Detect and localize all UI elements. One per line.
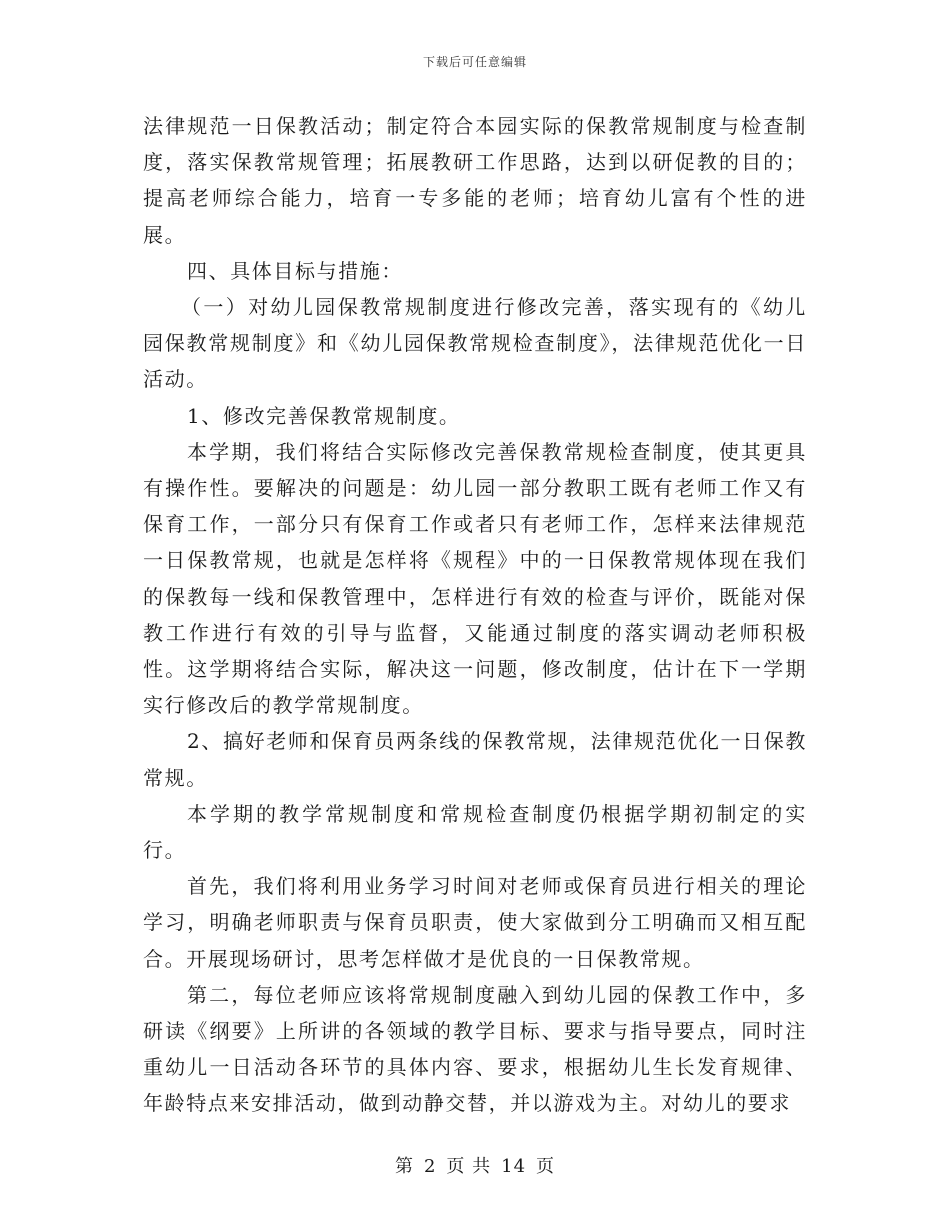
section-heading: 四、具体目标与措施： bbox=[187, 258, 403, 283]
paragraph-continued: 法律规范一日保教活动；制定符合本园实际的保教常规制度与检查制度，落实保教常规管理；拓展教研工作思路，达到以研促教的目的；提高老师综合能力，培育一专多能的老师；培育幼儿富有个性的进展。 bbox=[143, 114, 807, 247]
document-body bbox=[143, 108, 807, 1122]
paragraph: 第二，每位老师应该将常规制度融入到幼儿园的保教工作中，多研读《纲要》上所讲的各领域的教学目标、要求与指导要点，同时注重幼儿一日活动各环节的具体内容、要求，根据幼儿生长发育规律、年龄特点来安排活动，做到动静交替，并以游戏为主。对幼儿的要求 bbox=[143, 982, 807, 1116]
total-pages: 14 bbox=[501, 1156, 527, 1177]
paragraph: 本学期，我们将结合实际修改完善保教常规检查制度，使其更具有操作性。要解决的问题是：幼儿园一部分教职工既有老师工作又有保育工作，一部分只有保育工作或者只有老师工作，怎样来法律规范一日保教常规，也就是怎样将《规程》中的一日保教常规体现在我们的保教每一线和保教管理中，怎样进行有效的检查与评价，既能对保教工作进行有效的引导与监督，又能通过制度的落实调动老师积极性。这学期将结合实际，解决这一问题，修改制度，估计在下一学期实行修改后的教学常规制度。 bbox=[143, 439, 807, 718]
page-header: 下载后可任意编辑 bbox=[422, 55, 527, 69]
footer-prefix: 第 bbox=[394, 1156, 414, 1177]
page-footer bbox=[0, 1152, 950, 1178]
item-heading: 1、修改完善保教常规制度。 bbox=[187, 403, 461, 428]
paragraph: 首先，我们将利用业务学习时间对老师或保育员进行相关的理论学习，明确老师职责与保育员职责，使大家做到分工明确而又相互配合。开展现场研讨，思考怎样做才是优良的一日保教常规。 bbox=[143, 874, 807, 971]
subsection-heading: （一）对幼儿园保教常规制度进行修改完善，落实现有的《幼儿园保教常规制度》和《幼儿园保教常规检查制度》，法律规范优化一日活动。 bbox=[143, 295, 807, 392]
footer-middle: 页 共 bbox=[446, 1156, 492, 1177]
page-number: 2 bbox=[423, 1156, 437, 1177]
footer-suffix: 页 bbox=[536, 1156, 556, 1177]
paragraph: 本学期的教学常规制度和常规检查制度仍根据学期初制定的实行。 bbox=[143, 801, 807, 863]
item-heading: 2、搞好老师和保育员两条线的保教常规，法律规范优化一日保教常规。 bbox=[143, 729, 807, 790]
